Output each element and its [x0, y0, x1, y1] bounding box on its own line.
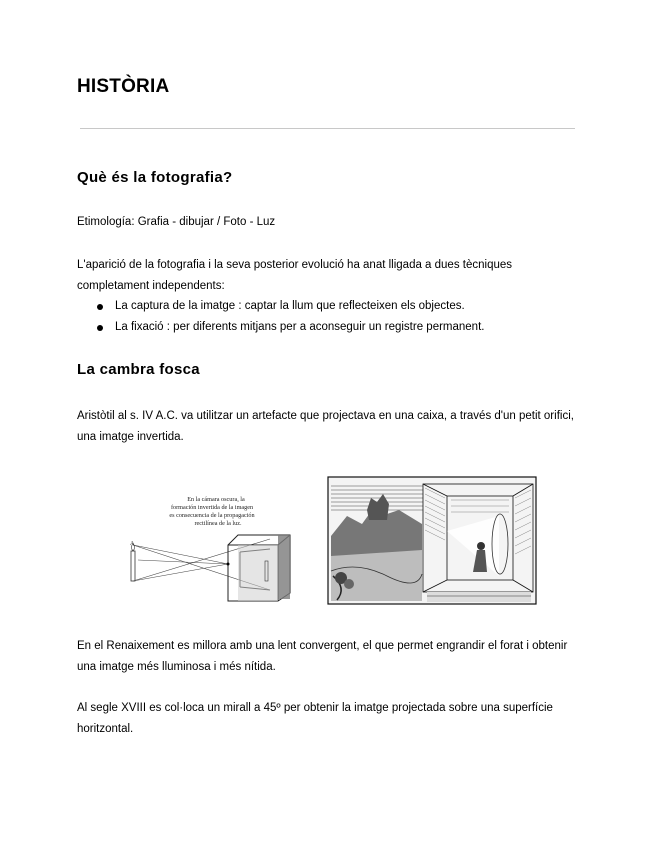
- intro-paragraph: L'aparició de la fotografia i la seva posterior evolució ha anat lligada a dues tècniques completament independents:: [77, 259, 513, 292]
- diagram-point-label: A: [130, 541, 135, 547]
- list-item: [77, 296, 577, 317]
- bullet-icon: [97, 304, 103, 310]
- techniques-list: [77, 296, 577, 338]
- diagram-caption-line: formación invertida de la imagen: [170, 504, 254, 511]
- list-item: [77, 317, 577, 338]
- page-title: HISTÒRIA: [77, 76, 170, 97]
- camera-obscura-diagram-image: [120, 487, 298, 605]
- diagram-caption-line: rectilínea de la luz.: [194, 520, 242, 527]
- aristotle-paragraph: Aristòtil al s. IV A.C. va utilitzar un artefacte que projectava en una caixa, a través d'un petit orifici, una imatge invertida.: [77, 410, 574, 443]
- section-heading-what-is-photography: Què és la fotografia?: [77, 169, 233, 186]
- section-heading-camera-obscura: La cambra fosca: [77, 361, 200, 378]
- camera-obscura-engraving-image: [327, 476, 537, 605]
- list-item-text: La fixació : per diferents mitjans per a aconseguir un registre permanent.: [115, 321, 485, 333]
- bullet-icon: [97, 325, 103, 331]
- etymology-paragraph: Etimología: Grafia - dibujar / Foto - Luz: [77, 216, 276, 228]
- eighteenth-century-paragraph: Al segle XVIII es col·loca un mirall a 45º per obtenir la imatge projectada sobre una superfície horitzontal.: [77, 702, 553, 735]
- diagram-caption-line: es consecuencia de la propagación: [169, 512, 255, 519]
- horizontal-divider: [80, 128, 575, 129]
- renaissance-paragraph: En el Renaixement es millora amb una lent convergent, el que permet engrandir el forat i obtenir una imatge més lluminosa i més nítida.: [77, 640, 568, 673]
- diagram-caption-line: En la cámara oscura, la: [187, 496, 245, 503]
- list-item-text: La captura de la imatge : captar la llum que reflecteixen els objectes.: [115, 300, 465, 312]
